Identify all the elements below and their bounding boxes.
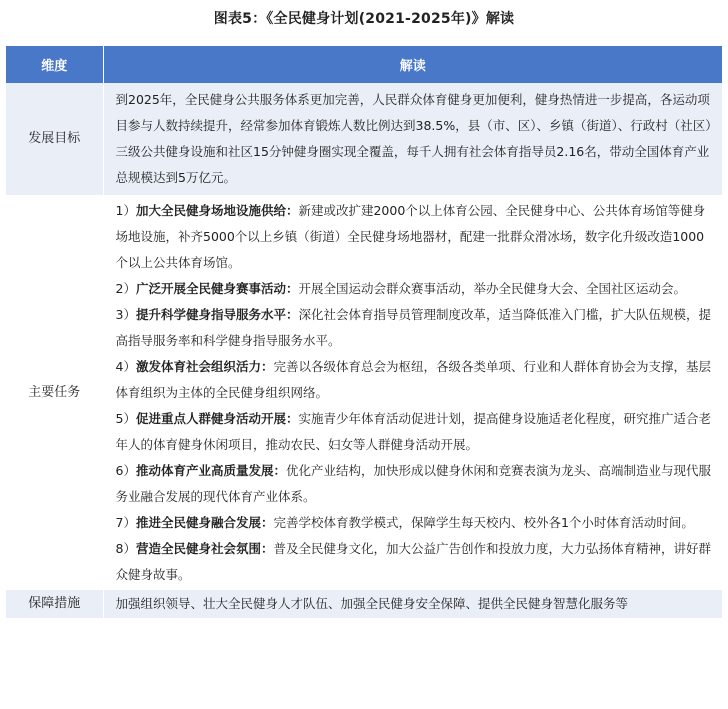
task-number: 2） (115, 281, 136, 296)
table-row-measures (6, 590, 722, 618)
task-text: 普及全民健身文化，加大公益广告创作和投放力度，大力弘扬体育精神，讲好群众健身故事。 (115, 541, 711, 582)
task-number: 3） (115, 307, 136, 322)
task-title: 促进重点人群健身活动开展： (135, 411, 299, 426)
task-number: 1） (115, 203, 136, 218)
task-number: 5） (115, 411, 136, 426)
tasks-cell (103, 195, 722, 590)
task-title: 提升科学健身指导服务水平： (135, 307, 299, 322)
task-text: 新建或改扩建2000个以上体育公园、全民健身中心、公共体育场馆等健身场地设施，补齐5000个以上乡镇（街道）全民健身场地器材，配建一批群众滑冰场，数字化升级改造1000个以上公共体育场馆。 (115, 203, 706, 270)
tasks-label: 主要任务 (6, 195, 103, 590)
task-item (116, 302, 715, 354)
task-title: 加大全民健身场地设施供给： (135, 203, 299, 218)
task-text: 完善学校体育教学模式，保障学生每天校内、校外各1个小时体育活动时间。 (273, 515, 694, 530)
task-item (116, 276, 715, 302)
task-text: 实施青少年体育活动促进计划，提高健身设施适老化程度，研究推广适合老年人的体育健身休闲项目，推动农民、妇女等人群健身活动开展。 (115, 411, 711, 452)
task-number: 4） (115, 359, 136, 374)
header-dimension: 维度 (6, 46, 103, 83)
task-title: 激发体育社会组织活力： (135, 359, 274, 374)
task-item (116, 458, 715, 510)
task-number: 6） (115, 463, 136, 478)
table-row-goal (6, 83, 722, 195)
figure-title: 图表5：《全民健身计划(2021-2025年)》解读 (213, 11, 515, 27)
measures-label: 保障措施 (6, 590, 103, 618)
task-text: 完善以各级体育总会为枢纽，各级各类单项、行业和人群体育协会为支撑，基层体育组织为主体的全民健身组织网络。 (115, 359, 711, 400)
task-item (116, 536, 715, 588)
task-text: 开展全国运动会群众赛事活动，举办全民健身大会、全国社区运动会。 (298, 281, 686, 296)
goal-label: 发展目标 (6, 83, 103, 195)
task-item (116, 198, 715, 276)
plan-table (6, 46, 722, 618)
task-item (116, 510, 715, 536)
measures-text: 加强组织领导、壮大全民健身人才队伍、加强全民健身安全保障、提供全民健身智慧化服务等 (103, 590, 722, 618)
task-title: 营造全民健身社会氛围： (135, 541, 274, 556)
header-interpretation: 解读 (103, 46, 722, 83)
task-title: 推进全民健身融合发展： (135, 515, 274, 530)
task-number: 8） (115, 541, 136, 556)
task-text: 优化产业结构，加快形成以健身休闲和竞赛表演为龙头、高端制造业与现代服务业融合发展的现代体育产业体系。 (115, 463, 711, 504)
task-title: 推动体育产业高质量发展： (135, 463, 286, 478)
task-item (116, 354, 715, 406)
table-row-tasks (6, 195, 722, 590)
task-title: 广泛开展全民健身赛事活动： (135, 281, 299, 296)
table-header-row (6, 46, 722, 83)
task-number: 7） (115, 515, 136, 530)
task-text: 深化社会体育指导员管理制度改革，适当降低准入门槛，扩大队伍规模，提高指导服务率和科学健身指导服务水平。 (115, 307, 711, 348)
goal-text: 到2025年，全民健身公共服务体系更加完善，人民群众体育健身更加便利，健身热情进一步提高，各运动项目参与人数持续提升，经常参加体育锻炼人数比例达到38.5%，县（市、区）、乡镇（街道）、行政村（社区）三级公共健身设施和社区15分钟健身圈实现全覆盖，每千人拥有社会体育指导员2.16名，带动全国体育产业总规模达到5万亿元。 (103, 83, 722, 195)
task-item (116, 406, 715, 458)
